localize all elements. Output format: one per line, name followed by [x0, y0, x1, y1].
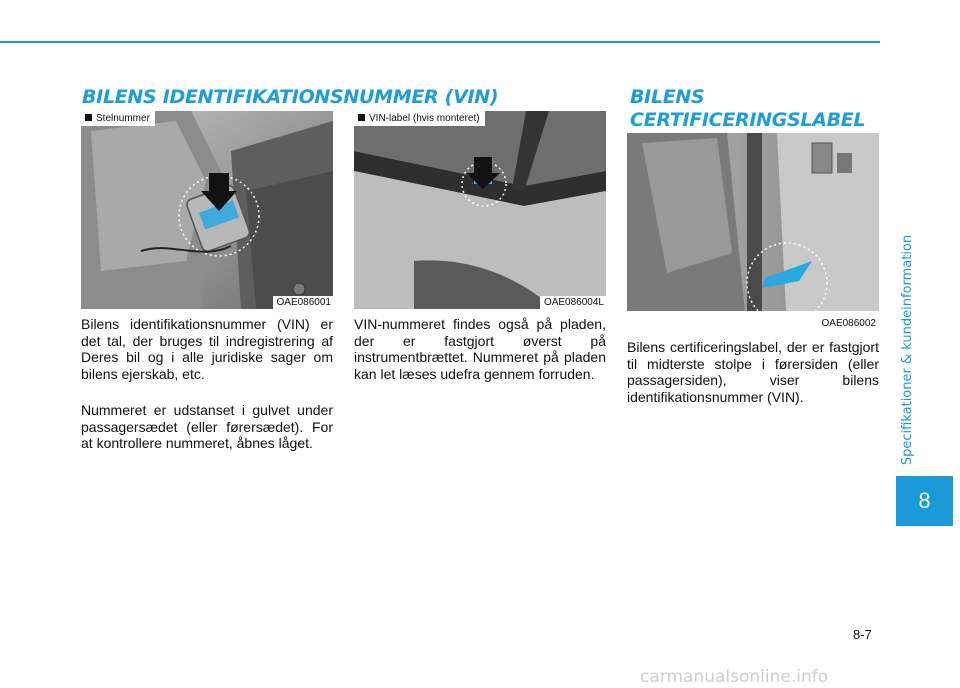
- figure-caption-text: VIN-label (hvis monteret): [369, 113, 480, 124]
- figure-code: OAE086004L: [540, 296, 606, 309]
- section-heading-cert-2: CERTIFICERINGSLABEL: [630, 109, 866, 131]
- paragraph-vin-intro: Bilens identifikationsnummer (VIN) er det tal, der bruges til indregistrering af Deres bil og i alle juridiske sager om bilens ejerskab, etc.: [81, 316, 333, 382]
- page-number: 8-7: [853, 627, 872, 642]
- chapter-number-badge: 8: [896, 476, 953, 526]
- chapter-title: Specifikationer & kundeinformation: [900, 234, 915, 466]
- figure-caption: [354, 111, 485, 126]
- figure-vin-floor: [81, 111, 333, 309]
- bullet-square-icon: [358, 114, 365, 121]
- figure-cert-label: [627, 133, 879, 331]
- section-heading-vin: BILENS IDENTIFIKATIONSNUMMER (VIN): [82, 86, 499, 108]
- windshield-illustration: [354, 111, 606, 309]
- figure-vin-label: [354, 111, 606, 309]
- watermark: carmanualsonline.info: [640, 667, 829, 687]
- section-heading-cert-1: BILENS: [630, 86, 705, 108]
- door-pillar-illustration: [627, 133, 879, 331]
- paragraph-vin-location: Nummeret er udstanset i gulvet under passagersædet (eller førersædet). For at kontrollere nummeret, åbnes låget.: [81, 402, 333, 451]
- figure-code: OAE086002: [821, 318, 876, 329]
- paragraph-vin-plate: VIN-nummeret findes også på pladen, der er fastgjort øverst på instrumentbrættet. Nummeret på pladen kan let læses udefra gennem forruden.: [354, 316, 606, 382]
- figure-caption-text: Stelnummer: [96, 113, 150, 124]
- figure-caption: [81, 111, 155, 126]
- paragraph-cert-label: Bilens certificeringslabel, der er fastgjort til midterste stolpe i førersiden (eller passagersiden), viser bilens identifikationsnummer (VIN).: [627, 339, 879, 405]
- figure-code: OAE086001: [273, 296, 334, 309]
- floor-illustration: [81, 111, 333, 309]
- top-rule: [0, 41, 880, 43]
- bullet-square-icon: [85, 114, 92, 121]
